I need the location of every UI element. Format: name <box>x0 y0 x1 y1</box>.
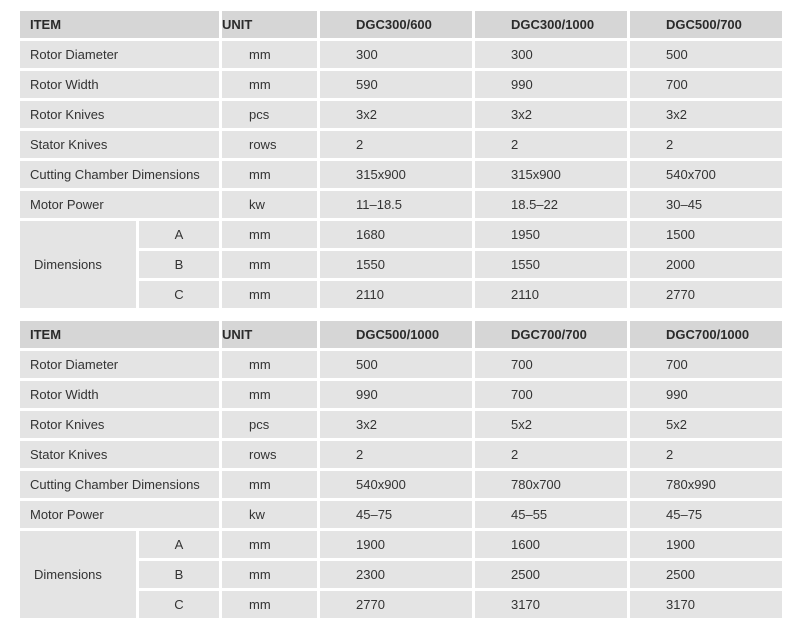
row-unit: mm <box>222 381 317 408</box>
dimension-sub-label: A <box>139 531 219 558</box>
row-unit: mm <box>222 41 317 68</box>
row-unit: rows <box>222 131 317 158</box>
row-value: 2110 <box>320 281 472 308</box>
row-unit: mm <box>222 561 317 588</box>
row-label: Cutting Chamber Dimensions <box>20 471 219 498</box>
dimension-sub-label: B <box>139 561 219 588</box>
row-value: 5x2 <box>475 411 627 438</box>
table-row <box>20 71 782 98</box>
row-unit: pcs <box>222 411 317 438</box>
dimension-row <box>20 221 782 248</box>
row-unit: kw <box>222 191 317 218</box>
row-label: Rotor Knives <box>20 101 219 128</box>
row-value: 2 <box>320 441 472 468</box>
header-model: DGC700/700 <box>475 321 627 348</box>
table-row <box>20 381 782 408</box>
dimension-row <box>20 531 782 558</box>
header-unit: UNIT <box>222 321 317 348</box>
table-row <box>20 411 782 438</box>
row-value: 1900 <box>320 531 472 558</box>
row-label: Motor Power <box>20 501 219 528</box>
row-value: 2 <box>630 441 782 468</box>
row-label: Rotor Diameter <box>20 351 219 378</box>
row-value: 5x2 <box>630 411 782 438</box>
row-value: 45–75 <box>630 501 782 528</box>
dimensions-label: Dimensions <box>20 531 136 618</box>
header-model: DGC300/600 <box>320 11 472 38</box>
row-value: 2 <box>630 131 782 158</box>
row-unit: mm <box>222 161 317 188</box>
header-item: ITEM <box>20 11 219 38</box>
row-value: 540x900 <box>320 471 472 498</box>
row-value: 1600 <box>475 531 627 558</box>
row-value: 315x900 <box>320 161 472 188</box>
row-unit: mm <box>222 281 317 308</box>
row-value: 500 <box>320 351 472 378</box>
row-label: Rotor Width <box>20 381 219 408</box>
dimension-sub-label: A <box>139 221 219 248</box>
row-value: 45–75 <box>320 501 472 528</box>
row-value: 45–55 <box>475 501 627 528</box>
row-label: Rotor Diameter <box>20 41 219 68</box>
row-value: 3x2 <box>475 101 627 128</box>
table-row <box>20 41 782 68</box>
table-row <box>20 441 782 468</box>
row-value: 3170 <box>475 591 627 618</box>
row-value: 2500 <box>475 561 627 588</box>
header-item: ITEM <box>20 321 219 348</box>
row-value: 11–18.5 <box>320 191 472 218</box>
table-row <box>20 471 782 498</box>
row-unit: mm <box>222 351 317 378</box>
row-value: 2770 <box>630 281 782 308</box>
row-unit: mm <box>222 591 317 618</box>
row-label: Stator Knives <box>20 131 219 158</box>
row-value: 2300 <box>320 561 472 588</box>
row-value: 1500 <box>630 221 782 248</box>
row-value: 1550 <box>320 251 472 278</box>
row-value: 990 <box>320 381 472 408</box>
row-value: 2770 <box>320 591 472 618</box>
row-value: 700 <box>630 71 782 98</box>
row-label: Cutting Chamber Dimensions <box>20 161 219 188</box>
row-label: Stator Knives <box>20 441 219 468</box>
row-label: Rotor Knives <box>20 411 219 438</box>
table-row <box>20 101 782 128</box>
row-value: 315x900 <box>475 161 627 188</box>
row-value: 780x990 <box>630 471 782 498</box>
table-row <box>20 351 782 378</box>
row-unit: mm <box>222 471 317 498</box>
row-value: 2500 <box>630 561 782 588</box>
row-value: 3x2 <box>320 101 472 128</box>
row-value: 1900 <box>630 531 782 558</box>
row-value: 1550 <box>475 251 627 278</box>
row-unit: mm <box>222 531 317 558</box>
row-value: 2110 <box>475 281 627 308</box>
table-row <box>20 161 782 188</box>
header-unit: UNIT <box>222 11 317 38</box>
row-value: 30–45 <box>630 191 782 218</box>
row-label: Rotor Width <box>20 71 219 98</box>
row-label: Motor Power <box>20 191 219 218</box>
header-model: DGC300/1000 <box>475 11 627 38</box>
row-value: 700 <box>475 381 627 408</box>
row-value: 3x2 <box>630 101 782 128</box>
row-value: 300 <box>475 41 627 68</box>
row-unit: mm <box>222 251 317 278</box>
table-row <box>20 131 782 158</box>
row-value: 1950 <box>475 221 627 248</box>
header-model: DGC500/700 <box>630 11 782 38</box>
header-row <box>20 321 782 348</box>
row-unit: mm <box>222 221 317 248</box>
dimensions-label: Dimensions <box>20 221 136 308</box>
row-value: 700 <box>630 351 782 378</box>
table-row <box>20 191 782 218</box>
row-unit: pcs <box>222 101 317 128</box>
row-value: 780x700 <box>475 471 627 498</box>
row-value: 990 <box>475 71 627 98</box>
row-value: 540x700 <box>630 161 782 188</box>
table-row <box>20 501 782 528</box>
row-unit: kw <box>222 501 317 528</box>
row-unit: mm <box>222 71 317 98</box>
spec-table-1 <box>17 8 785 311</box>
row-value: 3x2 <box>320 411 472 438</box>
row-unit: rows <box>222 441 317 468</box>
header-model: DGC500/1000 <box>320 321 472 348</box>
dimension-sub-label: B <box>139 251 219 278</box>
row-value: 500 <box>630 41 782 68</box>
row-value: 590 <box>320 71 472 98</box>
header-row <box>20 11 782 38</box>
spec-table-2 <box>17 318 785 621</box>
row-value: 700 <box>475 351 627 378</box>
row-value: 1680 <box>320 221 472 248</box>
row-value: 2 <box>475 441 627 468</box>
dimension-sub-label: C <box>139 281 219 308</box>
row-value: 2 <box>475 131 627 158</box>
row-value: 2 <box>320 131 472 158</box>
row-value: 3170 <box>630 591 782 618</box>
dimension-sub-label: C <box>139 591 219 618</box>
header-model: DGC700/1000 <box>630 321 782 348</box>
row-value: 18.5–22 <box>475 191 627 218</box>
row-value: 2000 <box>630 251 782 278</box>
row-value: 990 <box>630 381 782 408</box>
row-value: 300 <box>320 41 472 68</box>
